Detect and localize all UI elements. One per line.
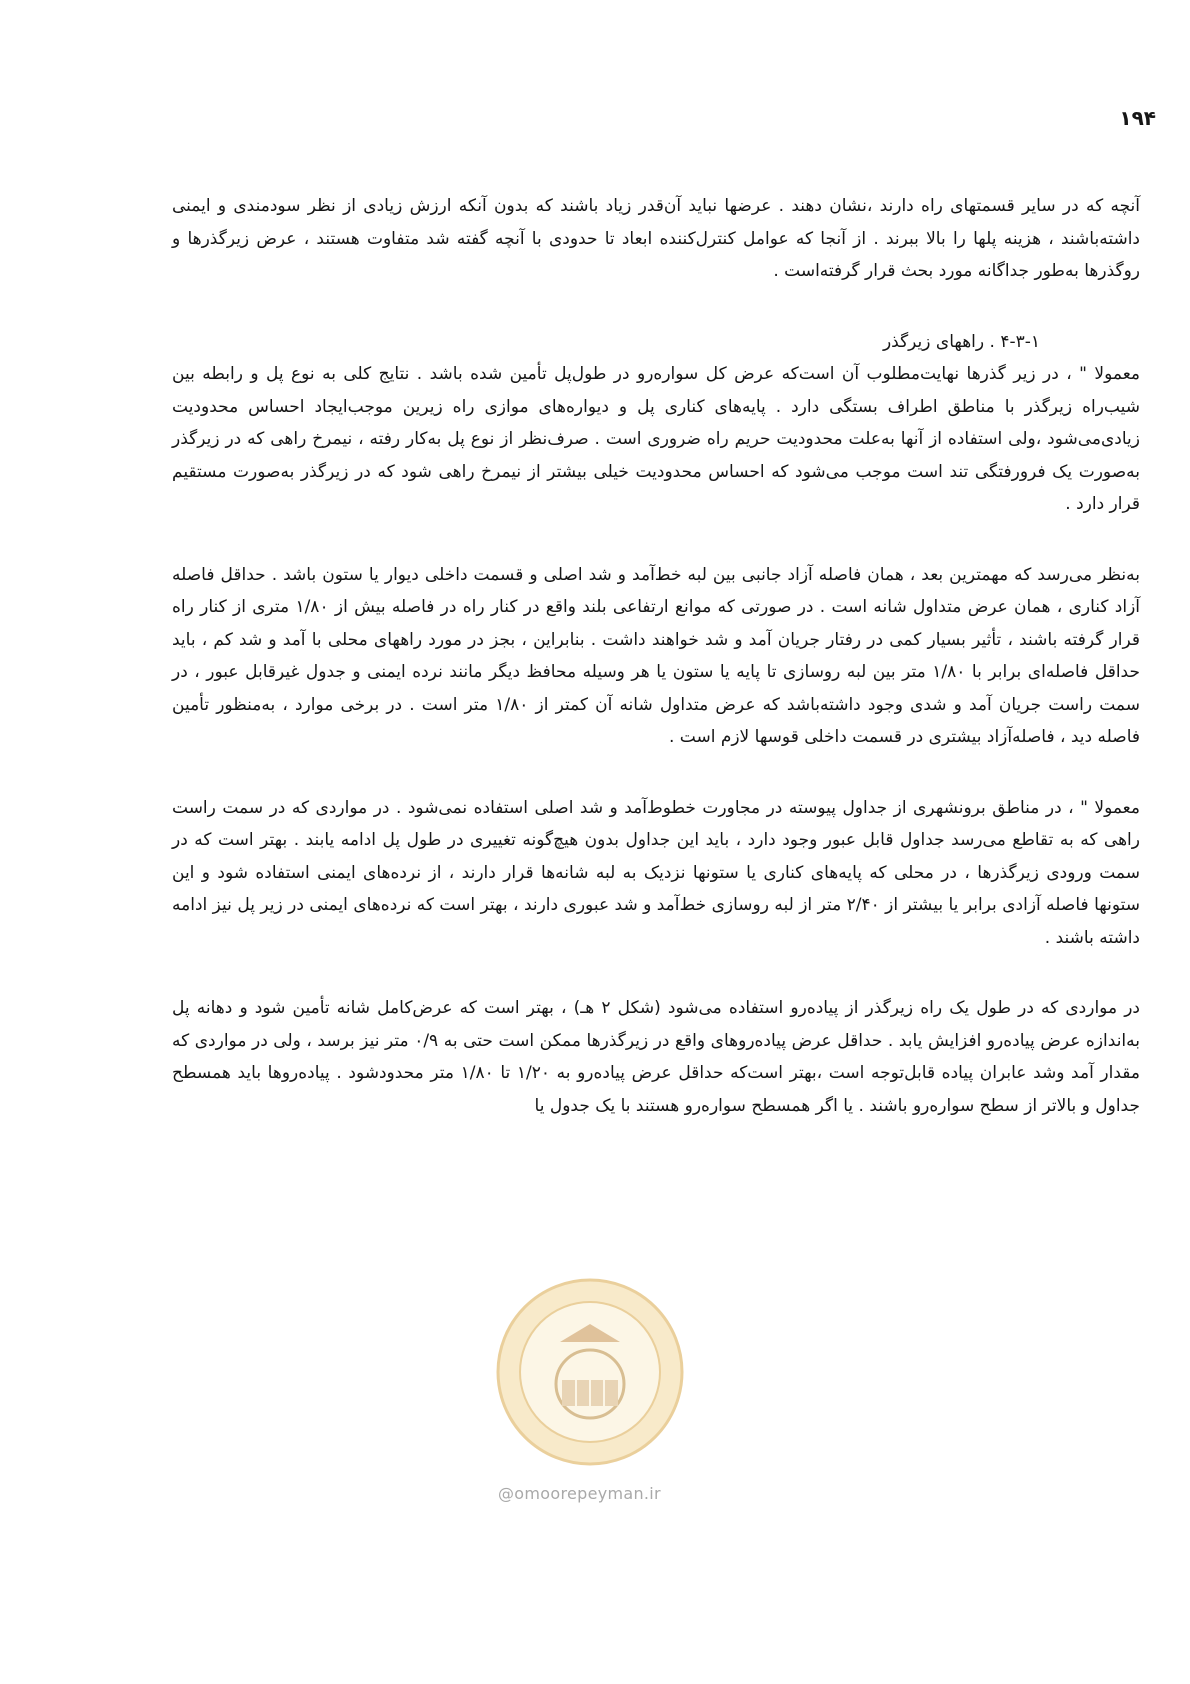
paragraph-underpass-width: معمولا " ، در زیر گذرها نهایت‌مطلوب آن است‌که عرض کل سواره‌رو در طول‌پل تأمین شده باشد . نتایج کلی به نوع پل و رابطه بین شیب‌راه زیرگذر با مناطق اطراف بستگی دارد . پایه‌های کناری پل و دیواره‌های موازی راه زیرین موجب‌ایجاد احساس محدودیت زیادی‌می‌شود ،ولی استفاده از آنها به‌علت محدودیت حریم راه ضروری است . صرف‌نظر از نوع پل به‌کار رفته ، نیمرخ راهی که در زیرگذر به‌صورت یک فرورفتگی تند است موجب می‌شود که احساس محدودیت خیلی بیشتر از نیمرخ راهی شود که در زیرگذر به‌صورت مستقیم قرار دارد . xyxy=(172,364,1140,514)
paragraph-intro: آنچه که در سایر قسمتهای راه دارند ،نشان دهند . عرضها نباید آن‌قدر زیاد باشند که بدون آنکه ارزش زیادی از نظر سودمندی و ایمنی داشته‌باشند ، هزینه پلها را بالا ببرند . از آنجا که عوامل کنترل‌کننده ابعاد تا حدودی با آنچه گفته شد متفاوت هستند ، عرض زیرگذرها و روگذرها به‌طور جداگانه مورد بحث قرار گرفته‌است . xyxy=(172,196,1140,281)
paragraph-curbs: معمولا " ، در مناطق برونشهری از جداول پیوسته در مجاورت خطوط‌آمد و شد اصلی استفاده نمی‌شود . در مواردی که در سمت راست راهی که به تقاطع می‌رسد جداول قابل عبور وجود دارد ، باید این جداول بدون هیچ‌گونه تغییری در طول پل ادامه یابند . بهتر است که در سمت ورودی زیرگذرها ، در محلی که پایه‌های کناری یا ستونها نزدیک به لبه شانه‌ها قرار دارند ، از نرده‌های ایمنی استفاده شود و این ستونها فاصله آزادی برابر یا بیشتر از ۲/۴۰ متر از لبه روسازی خط‌آمد و شد عبوری دارند ، بهتر است که نرده‌های ایمنی در زیر پل نیز ادامه داشته باشند . xyxy=(172,797,1140,948)
page-body xyxy=(172,190,1140,1122)
section-heading: ۴-۳-۱ . راههای زیرگذر xyxy=(882,331,1040,352)
paragraph-lateral-clearance: به‌نظر می‌رسد که مهمترین بعد ، همان فاصله آزاد جانبی بین لبه خط‌آمد و شد اصلی و قسمت داخلی دیوار یا ستون باشد . حداقل فاصله آزاد کناری ، همان عرض متداول شانه است . در صورتی که موانع ارتفاعی بلند واقع در کنار راه در فاصله بیش از ۱/۸۰ متری از کنار راه قرار گرفته باشند ، تأثیر بسیار کمی در رفتار جریان آمد و شد خواهند داشت . بنابراین ، بجز در مورد راههای محلی با آمد و شد کم ، باید حداقل فاصله‌ای برابر با ۱/۸۰ متر بین لبه روسازی تا پایه یا ستون یا هر وسیله محافظ دیگر مانند نرده ایمنی و جدول غیرقابل عبور ، در سمت راست جریان آمد و شدی وجود داشته‌باشد که عرض متداول شانه آن کمتر از ۱/۸۰ متر است . در برخی موارد ، به‌منظور تأمین فاصله دید ، فاصله‌آزاد بیشتری در قسمت داخلی قوسها لازم است . xyxy=(172,564,1140,747)
page-number: ۱۹۴ xyxy=(1119,106,1156,130)
paragraph-sidewalks: در مواردی که در طول یک راه زیرگذر از پیاده‌رو استفاده می‌شود (شکل ۲ هـ) ، بهتر است که عرض‌کامل شانه تأمین شود و دهانه پل به‌اندازه عرض پیاده‌رو افزایش یابد . حداقل عرض پیاده‌روهای واقع در زیرگذرها ممکن است حتی به ۰/۹ متر نیز برسد ، ولی در مواردی که مقدار آمد وشد عابران پیاده قابل‌توجه است ،بهتر است‌که حداقل عرض پیاده‌رو به ۱/۲۰ تا ۱/۸۰ متر محدودشود . پیاده‌روها باید همسطح جداول و بالاتر از سطح سواره‌رو باشند . یا اگر همسطح سواره‌رو هستند با یک جدول یا xyxy=(172,998,1140,1116)
watermark-url: @omoorepeyman.ir xyxy=(498,1484,661,1503)
watermark-logo xyxy=(490,1272,690,1472)
